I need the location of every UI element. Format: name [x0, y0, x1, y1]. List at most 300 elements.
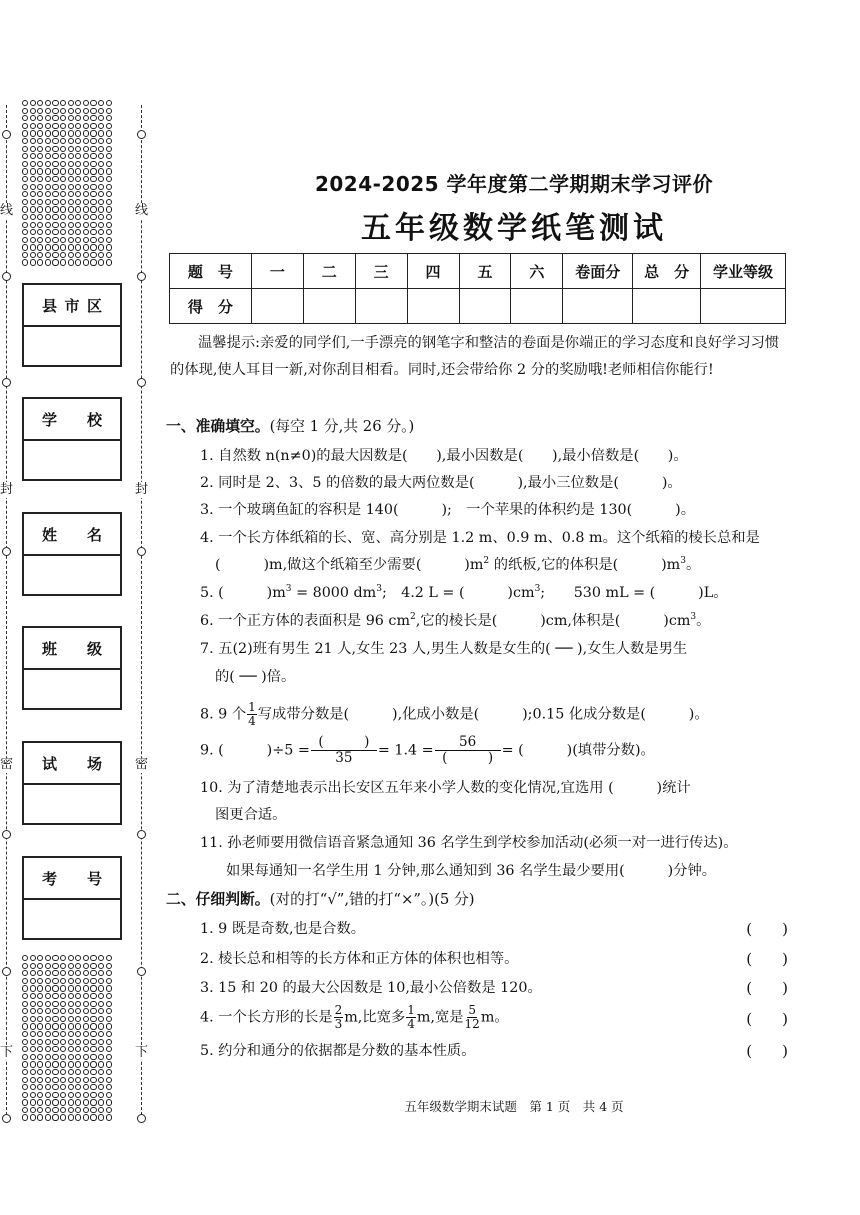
dot-mark	[83, 1039, 89, 1045]
dot-mark	[83, 108, 89, 114]
score-header-cell: 卷面分	[563, 254, 633, 289]
dot-mark	[52, 130, 58, 136]
dot-mark	[37, 985, 43, 991]
dot-row	[22, 955, 122, 962]
dot-mark	[75, 123, 81, 129]
dot-mark	[83, 138, 89, 144]
dot-mark	[90, 1054, 96, 1060]
dot-mark	[68, 955, 74, 961]
dot-mark	[60, 1084, 66, 1090]
dot-mark	[45, 978, 51, 984]
cut-label-seal: 封	[135, 482, 149, 497]
dot-mark	[68, 1031, 74, 1037]
dot-mark	[98, 1023, 104, 1029]
dot-mark	[98, 1039, 104, 1045]
score-cell[interactable]	[251, 289, 303, 324]
dot-row	[22, 130, 122, 137]
dot-row	[22, 108, 122, 115]
fraction: $\frac{5}{12}$	[464, 1003, 480, 1031]
dot-mark	[52, 138, 58, 144]
dot-mark	[60, 985, 66, 991]
dot-mark	[75, 985, 81, 991]
dot-mark	[45, 1001, 51, 1007]
dot-mark	[45, 1069, 51, 1075]
dot-mark	[75, 1046, 81, 1052]
dot-mark	[90, 1114, 96, 1120]
dot-row	[22, 123, 122, 130]
dot-mark	[22, 1031, 28, 1037]
name-field[interactable]	[22, 512, 122, 596]
question-1-7: 7. 五(2)班有男生 21 人,女生 23 人,男生人数是女生的( ── ),女生人数是男生	[200, 641, 688, 657]
dot-mark	[60, 1016, 66, 1022]
dot-mark	[75, 1077, 81, 1083]
dot-mark	[90, 153, 96, 159]
dot-mark	[68, 130, 74, 136]
exam-room-field[interactable]	[22, 741, 122, 825]
score-header-cell: 二	[303, 254, 355, 289]
dot-mark	[45, 963, 51, 969]
dot-mark	[75, 1008, 81, 1014]
cut-label-line: 线	[135, 203, 149, 218]
dot-mark	[68, 161, 74, 167]
dot-mark	[98, 1077, 104, 1083]
dot-mark	[90, 1061, 96, 1067]
section-judge-title: 二、仔细判断。(对的打“√”,错的打“×”。)(5 分)	[166, 891, 475, 908]
dot-mark	[37, 1077, 43, 1083]
dot-mark	[98, 1001, 104, 1007]
judge-5: 5. 约分和通分的依据都是分数的基本性质。	[200, 1043, 476, 1059]
dot-mark	[106, 963, 112, 969]
field-label: 姓 名	[24, 514, 120, 556]
dot-mark	[22, 1061, 28, 1067]
dot-mark	[83, 970, 89, 976]
dot-mark	[98, 1046, 104, 1052]
dot-mark	[68, 1077, 74, 1083]
dot-mark	[22, 138, 28, 144]
cut-label-secret: 密	[0, 757, 14, 772]
binding-ring	[137, 967, 146, 976]
binding-ring	[137, 378, 146, 387]
dot-mark	[83, 1054, 89, 1060]
dot-mark	[83, 123, 89, 129]
dot-mark	[30, 115, 36, 121]
dot-mark	[106, 978, 112, 984]
dot-mark	[106, 138, 112, 144]
dot-mark	[22, 1054, 28, 1060]
dot-mark	[98, 123, 104, 129]
dot-mark	[75, 978, 81, 984]
dot-mark	[106, 1061, 112, 1067]
question-1-11-continued: 如果每通知一名学生用 1 分钟,那么通知到 36 名学生最少要用( )分钟。	[226, 863, 717, 879]
judge-4: 4. 一个长方形的长是 $\frac{2}{3}$ m,比宽多 $\frac{1}{4}$ m,宽是 $\frac{5}{12}$ m。	[200, 1003, 509, 1031]
dot-mark	[37, 1031, 43, 1037]
dot-mark	[90, 1001, 96, 1007]
dot-mark	[52, 963, 58, 969]
class-field[interactable]	[22, 626, 122, 710]
dot-mark	[30, 100, 36, 106]
dot-mark	[98, 993, 104, 999]
dot-mark	[22, 993, 28, 999]
dot-mark	[98, 252, 104, 258]
dot-mark	[30, 1046, 36, 1052]
dot-mark	[75, 1114, 81, 1120]
answer-paren[interactable]: ( )	[746, 1010, 788, 1028]
dot-mark	[45, 985, 51, 991]
dot-mark	[83, 1023, 89, 1029]
dot-mark	[90, 1077, 96, 1083]
dot-mark	[68, 1114, 74, 1120]
dot-mark	[68, 252, 74, 258]
dot-mark	[37, 123, 43, 129]
binding-ring	[137, 1114, 146, 1123]
cut-label-secret: 密	[135, 757, 149, 772]
question-1-5: 5. ( )$m^3 = 8000$ $dm^3$; 4.2 L = ( )$cm^3$; 530 mL = ( )L。	[200, 584, 728, 601]
answer-paren[interactable]: ( )	[746, 920, 788, 938]
score-table-score-row	[170, 289, 786, 324]
dot-mark	[106, 123, 112, 129]
answer-paren[interactable]: ( )	[746, 1042, 788, 1060]
dot-mark	[106, 1001, 112, 1007]
dot-mark	[37, 1008, 43, 1014]
dot-mark	[45, 108, 51, 114]
dot-mark	[68, 1001, 74, 1007]
dot-mark	[75, 153, 81, 159]
dot-mark	[83, 1061, 89, 1067]
dot-mark	[60, 1114, 66, 1120]
county-field[interactable]	[22, 283, 122, 367]
dot-mark	[68, 963, 74, 969]
dot-row	[22, 970, 122, 977]
question-1-4-continued: ( )m,做这个纸箱至少需要( )$m^2$ 的纸板,它的体积是( )$m^3$。	[215, 556, 701, 573]
dot-mark	[45, 1084, 51, 1090]
field-label: 班 级	[24, 628, 120, 670]
dot-mark	[30, 1077, 36, 1083]
dot-row	[22, 985, 122, 992]
dot-mark	[83, 1016, 89, 1022]
dot-mark	[75, 130, 81, 136]
dot-mark	[30, 978, 36, 984]
dot-mark	[83, 161, 89, 167]
binding-ring	[2, 378, 11, 387]
dot-mark	[60, 978, 66, 984]
dot-mark	[68, 1046, 74, 1052]
dot-mark	[83, 1008, 89, 1014]
dot-mark	[75, 993, 81, 999]
dot-mark	[30, 108, 36, 114]
dot-mark	[90, 993, 96, 999]
score-cell[interactable]	[563, 289, 633, 324]
dot-mark	[60, 1001, 66, 1007]
dot-mark	[45, 161, 51, 167]
dot-mark	[83, 252, 89, 258]
dot-mark	[83, 985, 89, 991]
dot-mark	[98, 1008, 104, 1014]
exam-number-field[interactable]	[22, 856, 122, 940]
dot-mark	[75, 1016, 81, 1022]
dot-mark	[37, 955, 43, 961]
dot-mark	[37, 1039, 43, 1045]
dot-mark	[22, 108, 28, 114]
dot-mark	[22, 259, 28, 265]
dot-mark	[37, 1023, 43, 1029]
dot-mark	[45, 146, 51, 152]
dot-mark	[22, 1114, 28, 1120]
dot-mark	[106, 161, 112, 167]
dot-mark	[68, 115, 74, 121]
dot-mark	[98, 108, 104, 114]
dot-mark	[30, 1069, 36, 1075]
dot-mark	[106, 252, 112, 258]
dot-mark	[22, 955, 28, 961]
dot-mark	[60, 252, 66, 258]
dot-mark	[106, 100, 112, 106]
dot-mark	[60, 115, 66, 121]
dot-mark	[22, 985, 28, 991]
dot-row	[22, 1069, 122, 1076]
dot-mark	[75, 161, 81, 167]
dot-mark	[45, 970, 51, 976]
dot-mark	[22, 100, 28, 106]
dot-mark	[75, 252, 81, 258]
dot-mark	[60, 130, 66, 136]
dot-mark	[45, 1031, 51, 1037]
dot-mark	[90, 146, 96, 152]
judge-1: 1. 9 既是奇数,也是合数。	[200, 921, 366, 937]
dot-mark	[60, 1077, 66, 1083]
cut-label-line: 线	[0, 203, 14, 218]
score-header-cell: 六	[511, 254, 563, 289]
dot-mark	[68, 993, 74, 999]
dot-mark	[37, 978, 43, 984]
dot-mark	[106, 108, 112, 114]
field-label: 学 校	[24, 399, 120, 441]
dot-mark	[30, 970, 36, 976]
score-cell[interactable]	[459, 289, 511, 324]
dot-mark	[68, 1016, 74, 1022]
dot-row	[22, 1046, 122, 1053]
binding-ring	[2, 547, 11, 556]
dot-mark	[30, 161, 36, 167]
dot-mark	[52, 252, 58, 258]
dot-row	[22, 993, 122, 1000]
dot-mark	[75, 100, 81, 106]
question-1-6: 6. 一个正方体的表面积是 96 $cm^2$,它的棱长是( )cm,体积是( )$cm^3$。	[200, 612, 711, 629]
dot-mark	[52, 1008, 58, 1014]
dot-mark	[45, 123, 51, 129]
dot-mark	[52, 955, 58, 961]
answer-paren[interactable]: ( )	[746, 979, 788, 997]
dot-mark	[83, 963, 89, 969]
dot-mark	[30, 985, 36, 991]
dot-mark	[37, 146, 43, 152]
dot-mark	[68, 259, 74, 265]
dot-mark	[45, 115, 51, 121]
dot-mark	[52, 1039, 58, 1045]
dot-mark	[52, 993, 58, 999]
binding-ring	[2, 830, 11, 839]
question-1-10: 10. 为了清楚地表示出长安区五年来小学人数的变化情况,宜选用 ( )统计	[200, 780, 691, 796]
score-header-cell: 总 分	[633, 254, 701, 289]
question-1-2: 2. 同时是 2、3、5 的倍数的最大两位数是( ),最小三位数是( )。	[200, 475, 682, 491]
question-1-4: 4. 一个长方体纸箱的长、宽、高分别是 1.2 m、0.9 m、0.8 m。这个纸箱的棱长总和是	[200, 530, 760, 546]
dot-mark	[52, 115, 58, 121]
dot-mark	[45, 138, 51, 144]
dot-mark	[45, 1046, 51, 1052]
dot-mark	[90, 955, 96, 961]
dot-mark	[90, 1039, 96, 1045]
dot-mark	[106, 259, 112, 265]
dot-mark	[68, 146, 74, 152]
dot-mark	[90, 970, 96, 976]
dot-mark	[90, 978, 96, 984]
dot-mark	[45, 1016, 51, 1022]
dot-mark	[83, 146, 89, 152]
warm-tip: 温馨提示:亲爱的同学们,一手漂亮的钢笔字和整洁的卷面是你端正的学习态度和良好学习习惯的体现,使人耳目一新,对你刮目相看。同时,还会带给你 2 分的奖励哦!老师相信你能行!	[170, 335, 780, 378]
dot-mark	[30, 153, 36, 159]
dot-mark	[60, 138, 66, 144]
dot-mark	[22, 1016, 28, 1022]
binding-ring	[2, 272, 11, 281]
dot-mark	[60, 1046, 66, 1052]
dot-mark	[83, 259, 89, 265]
score-cell[interactable]	[701, 289, 786, 324]
dot-mark	[75, 1023, 81, 1029]
school-field[interactable]	[22, 397, 122, 481]
dot-mark	[30, 1023, 36, 1029]
dot-mark	[98, 1031, 104, 1037]
dot-mark	[90, 1008, 96, 1014]
dot-mark	[83, 1046, 89, 1052]
score-cell[interactable]	[407, 289, 459, 324]
dot-mark	[90, 115, 96, 121]
score-table	[169, 253, 786, 324]
dot-mark	[37, 138, 43, 144]
answer-paren[interactable]: ( )	[746, 950, 788, 968]
dot-mark	[22, 146, 28, 152]
dot-mark	[30, 1114, 36, 1120]
dot-mark	[22, 252, 28, 258]
dot-mark	[106, 993, 112, 999]
dot-row	[22, 252, 122, 259]
dot-mark	[22, 1008, 28, 1014]
dot-mark	[52, 1023, 58, 1029]
dot-mark	[68, 1008, 74, 1014]
section-fill-in-title: 一、准确填空。(每空 1 分,共 26 分。)	[166, 418, 415, 435]
dot-mark	[37, 1001, 43, 1007]
dot-mark	[106, 1031, 112, 1037]
dot-mark	[37, 161, 43, 167]
dot-mark	[98, 130, 104, 136]
dot-mark	[52, 985, 58, 991]
dot-mark	[30, 1039, 36, 1045]
dot-mark	[45, 130, 51, 136]
dot-mark	[98, 146, 104, 152]
dot-row	[22, 153, 122, 160]
dot-mark	[60, 100, 66, 106]
score-header-cell: 三	[355, 254, 407, 289]
dot-mark	[60, 963, 66, 969]
dot-mark	[45, 1114, 51, 1120]
dot-mark	[37, 970, 43, 976]
dot-mark	[68, 138, 74, 144]
dot-mark	[60, 123, 66, 129]
question-1-3: 3. 一个玻璃鱼缸的容积是 140( ); 一个苹果的体积约是 130( )。	[200, 502, 695, 518]
dot-mark	[83, 1077, 89, 1083]
binding-ring	[2, 1114, 11, 1123]
dot-mark	[45, 955, 51, 961]
score-cell[interactable]	[511, 289, 563, 324]
dot-mark	[90, 1016, 96, 1022]
dot-mark	[106, 1114, 112, 1120]
dot-mark	[75, 259, 81, 265]
exam-title: 2024-2025 学年度第二学期期末学习评价	[314, 172, 714, 196]
score-header-cell: 学业等级	[701, 254, 786, 289]
dot-row	[22, 1114, 122, 1121]
dot-mark	[30, 252, 36, 258]
dot-mark	[60, 1069, 66, 1075]
dot-mark	[60, 993, 66, 999]
dot-mark	[98, 1054, 104, 1060]
dot-row	[22, 1023, 122, 1030]
dot-mark	[98, 1084, 104, 1090]
score-cell[interactable]	[355, 289, 407, 324]
dot-mark	[45, 993, 51, 999]
field-label: 试 场	[24, 743, 120, 785]
dot-mark	[22, 970, 28, 976]
dot-mark	[106, 1069, 112, 1075]
dot-mark	[68, 153, 74, 159]
fraction: $\frac{( )}{35}$	[311, 735, 377, 766]
dot-mark	[52, 123, 58, 129]
dot-mark	[83, 153, 89, 159]
dot-mark	[68, 123, 74, 129]
dot-mark	[90, 100, 96, 106]
dot-mark	[98, 963, 104, 969]
dot-mark	[30, 993, 36, 999]
dot-row	[22, 1061, 122, 1068]
binding-ring	[137, 830, 146, 839]
dot-mark	[83, 115, 89, 121]
dot-row	[22, 259, 122, 266]
dot-mark	[30, 955, 36, 961]
dot-mark	[37, 1046, 43, 1052]
dot-mark	[90, 1084, 96, 1090]
question-1-11: 11. 孙老师要用微信语音紧急通知 36 名学生到学校参加活动(必须一对一进行传达)。	[200, 835, 738, 851]
dot-mark	[90, 123, 96, 129]
dot-mark	[60, 153, 66, 159]
question-1-1: 1. 自然数 n(n≠0)的最大因数是( ),最小因数是( ),最小倍数是( )。	[200, 448, 688, 464]
dot-mark	[75, 1061, 81, 1067]
dot-mark	[52, 1069, 58, 1075]
page-footer: 五年级数学期末试题 第 1 页 共 4 页	[404, 1099, 624, 1114]
dot-mark	[60, 1039, 66, 1045]
dot-mark	[83, 955, 89, 961]
dot-mark	[52, 153, 58, 159]
dot-mark	[90, 108, 96, 114]
judge-2: 2. 棱长总和相等的长方体和正方体的体积也相等。	[200, 951, 519, 967]
dot-mark	[30, 123, 36, 129]
dot-mark	[22, 153, 28, 159]
dot-mark	[60, 1008, 66, 1014]
dot-mark	[83, 130, 89, 136]
dot-mark	[68, 978, 74, 984]
dot-mark	[45, 1039, 51, 1045]
dot-mark	[106, 985, 112, 991]
score-cell[interactable]	[303, 289, 355, 324]
dot-mark	[45, 153, 51, 159]
dot-mark	[75, 963, 81, 969]
score-cell[interactable]	[633, 289, 701, 324]
